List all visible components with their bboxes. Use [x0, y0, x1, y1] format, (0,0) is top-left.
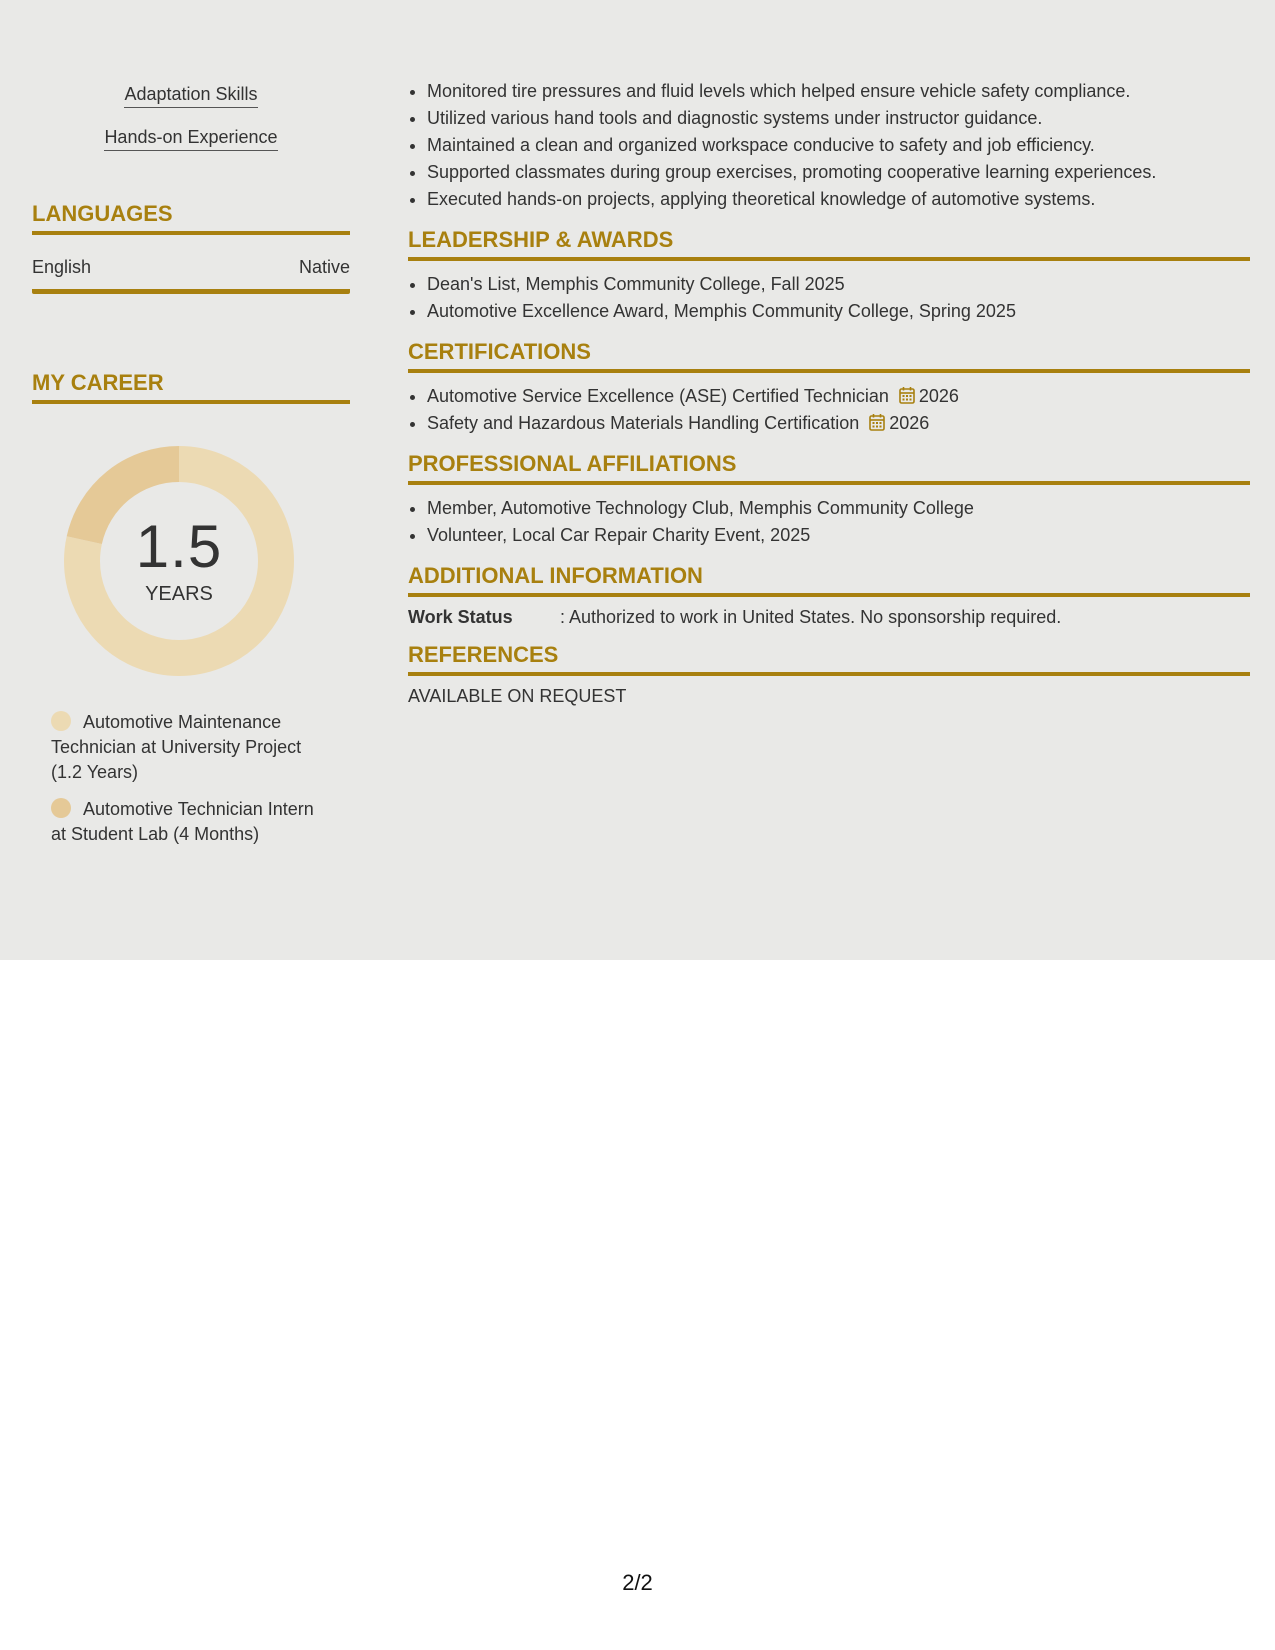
certification-name: Safety and Hazardous Materials Handling Certification	[427, 413, 860, 433]
list-item: • Maintained a clean and organized workspace conducive to safety and job efficiency.	[427, 132, 1250, 159]
certification-name: Automotive Service Excellence (ASE) Certified Technician	[427, 386, 889, 406]
work-status-label: Work Status	[408, 607, 513, 627]
list-item	[427, 383, 1250, 410]
work-status-row	[408, 607, 1250, 628]
work-status-value: : Authorized to work in United States. No sponsorship required.	[560, 607, 1062, 627]
career-total-value: 1.5	[135, 512, 223, 580]
donut-center	[64, 446, 294, 676]
affiliations-heading: PROFESSIONAL AFFILIATIONS	[408, 451, 1250, 485]
skill-adaptation[interactable]: Adaptation Skills	[124, 84, 257, 108]
legend-dot-icon	[51, 711, 71, 731]
career-total-unit: YEARS	[145, 582, 213, 605]
page-number: 2/2	[622, 1570, 653, 1595]
languages-heading: LANGUAGES	[32, 201, 350, 235]
affiliations-list	[408, 495, 1250, 549]
list-item: • Monitored tire pressures and fluid levels which helped ensure vehicle safety compliance.	[427, 78, 1250, 105]
language-name: English	[32, 257, 92, 277]
left-column	[32, 84, 350, 859]
right-column	[408, 78, 1250, 707]
calendar-icon	[869, 413, 885, 431]
calendar-icon	[899, 386, 915, 404]
list-item: • Supported classmates during group exercises, promoting cooperative learning experiences.	[427, 159, 1250, 186]
references-heading: REFERENCES	[408, 642, 1250, 676]
certifications-heading: CERTIFICATIONS	[408, 339, 1250, 373]
certification-year: 2026	[918, 386, 959, 406]
experience-bullets	[408, 78, 1250, 213]
career-donut-chart	[64, 446, 294, 676]
references-text: AVAILABLE ON REQUEST	[408, 686, 627, 706]
legend-item	[51, 797, 331, 847]
leadership-list	[408, 271, 1250, 325]
career-heading: MY CAREER	[32, 370, 350, 404]
skill-hands-on[interactable]: Hands-on Experience	[104, 127, 277, 151]
list-item: • Dean's List, Memphis Community College, Fall 2025	[427, 271, 1250, 298]
list-item: • Executed hands-on projects, applying theoretical knowledge of automotive systems.	[427, 186, 1250, 213]
legend-label: Automotive Technician Intern at Student Lab (4 Months)	[51, 799, 314, 844]
list-item: • Volunteer, Local Car Repair Charity Event, 2025	[427, 522, 1250, 549]
list-item: • Automotive Excellence Award, Memphis Community College, Spring 2025	[427, 298, 1250, 325]
certification-year: 2026	[889, 413, 930, 433]
language-level: Native	[298, 257, 350, 277]
career-legend	[51, 710, 331, 847]
language-row	[32, 257, 350, 294]
legend-dot-icon	[51, 798, 71, 818]
certifications-list	[408, 383, 1250, 437]
legend-label: Automotive Maintenance Technician at University Project (1.2 Years)	[51, 712, 302, 782]
additional-heading: ADDITIONAL INFORMATION	[408, 563, 1250, 597]
list-item	[427, 410, 1250, 437]
list-item: • Member, Automotive Technology Club, Memphis Community College	[427, 495, 1250, 522]
legend-item	[51, 710, 331, 785]
leadership-heading: LEADERSHIP & AWARDS	[408, 227, 1250, 261]
list-item: • Utilized various hand tools and diagnostic systems under instructor guidance.	[427, 105, 1250, 132]
